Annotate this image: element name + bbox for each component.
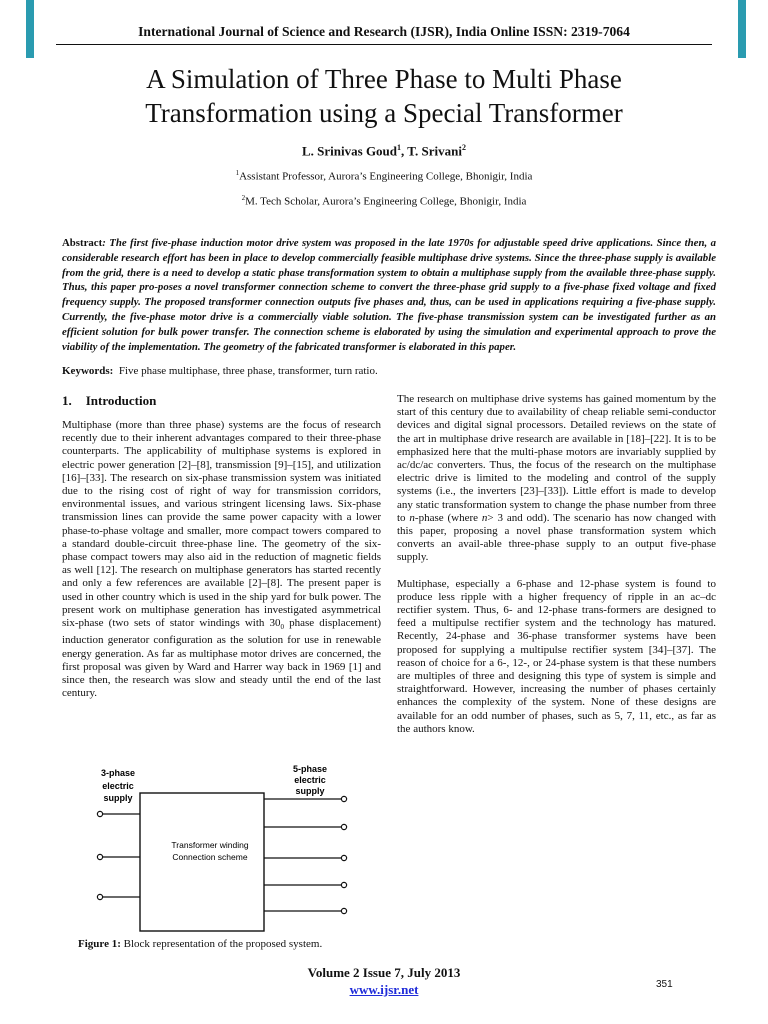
title-line-1: A Simulation of Three Phase to Multi Phase <box>146 64 622 94</box>
var-n-1: n <box>409 511 415 524</box>
intro-paragraph-2 <box>397 393 716 565</box>
website-link[interactable]: www.ijsr.net <box>349 982 419 997</box>
author-2: T. Srivani <box>407 143 462 159</box>
paper-title <box>40 62 728 130</box>
page-number: 351 <box>656 979 673 990</box>
output-terminal <box>341 855 346 860</box>
intro-p2-text-a: The research on multiphase drive systems has gained momentum by the start of this century due to availability of cheap reliable semi-conductor devices and digital signal processors. Detailed reviews on the state of the art in multiphase drive research are available in [18]–[22]. It is to be emphasized here that the multi-phase motors are invariably supplied by ac/dc/ac converters. Thus, the focus of the research on the multiphase electric drive is limited to the modeling and control of the supply systems (i.e., the inverters [23]–[33]). Little effort is made to develop any static transformation system to change the phase number from three to <box>397 393 716 524</box>
figure-caption-label: Figure 1: <box>78 938 121 950</box>
authors <box>0 143 768 159</box>
intro-p2-text-c: > 3 and odd). The scenario has now changed with this paper, proposing a novel phase transformation system which converts an avail-able three-phase supply to an output five-phase supply. <box>397 511 716 564</box>
figure-caption-text: Block representation of the proposed system. <box>120 938 323 950</box>
affiliation-1 <box>0 169 768 183</box>
right-header-bar <box>738 0 746 58</box>
volume-info: Volume 2 Issue 7, July 2013 <box>307 965 461 980</box>
intro-p1-text-b: phase displacement) induction generator configuration as the solution for use in renewable energy generation. As far as multiphase motor drives are concerned, the first proposal was given by Ward and Harrer way back in 1969 [1] and since then, the research was slow and steady until the end of the last century. <box>62 617 382 700</box>
output-terminal <box>341 882 346 887</box>
input-terminal <box>97 894 102 899</box>
section-number: 1. <box>62 393 72 408</box>
author-2-affil-mark: 2 <box>461 143 466 152</box>
section-heading-introduction <box>62 393 156 409</box>
affiliation-2 <box>0 194 768 208</box>
author-1: L. Srinivas Goud <box>302 143 398 159</box>
box-label-line-1: Transformer winding <box>171 840 249 850</box>
output-terminal <box>341 908 346 913</box>
author-separator: , <box>401 143 408 159</box>
abstract <box>62 236 716 354</box>
input-terminals <box>97 811 140 899</box>
box-label-line-2: Connection scheme <box>172 852 248 862</box>
author-1-affil-mark: 1 <box>397 143 402 152</box>
affil-1-text: Assistant Professor, Aurora’s Engineering College, Bhonigir, India <box>239 170 533 183</box>
left-column <box>62 419 381 700</box>
intro-paragraph-3: Multiphase, especially a 6-phase and 12-phase system is found to produce less ripple with a higher frequency of ripple in an ac–dc rectifier system. Thus, 6- and 12-phase trans-formers are designed to feed a multipulse rectifier system and the technology has matured. Recently, 24-phase and 36-phase transformer systems have been proposed for supplying a multipulse rectifier system [34]–[37]. The reason of choice for a 6-, 12-, or 24-phase system is that these numbers are multiples of three and designing this type of system is simple and straightforward. However, increasing the number of phases certainly enhances the complexity of the system. None of these designs are available for an odd number of phases, such as 5, 7, 11, etc., as far as the authors know. <box>397 577 716 735</box>
intro-p1-text-a: Multiphase (more than three phase) systems are the focus of research recently due to their inherent advantages compared to their three-phase counterparts. The applicability of multiphase systems is explored in electric power generation [2]–[8], transmission [9]–[15], and utilization [16]–[33]. The research on six-phase transmission system was initiated due to the rising cost of right of way for transmission corridors, environmental issues, and various stringent licensing laws. Six-phase transmission lines can provide the same power capacity with a lower phase-to-phase voltage and smaller, more compact towers compared to a standard double-circuit three-phase line. The geometry of the six-phase compact towers may also aid in the reduction of magnetic fields as well [12]. The research on multiphase generators has started recently and only a few references are available [2]–[8]. The present paper is used in other country which is used in the ship yard for bulk power. The present work on multiphase generation has investigated asymmetrical six-phase (two sets of stator windings with 30 <box>62 419 381 630</box>
title-line-2: Transformation using a Special Transformer <box>145 98 623 128</box>
output-terminals <box>264 796 347 913</box>
output-label-line-1: 5-phase <box>292 764 328 774</box>
intro-paragraph-1 <box>62 419 381 700</box>
header-rule <box>56 44 712 45</box>
transformer-block <box>140 793 264 931</box>
output-label-line-3: supply <box>295 786 325 796</box>
input-label-line-3: supply <box>103 793 133 803</box>
abstract-label: Abstract <box>62 237 103 249</box>
figure-1-caption <box>78 938 322 950</box>
abstract-text: : The first five-phase induction motor drive system was proposed in the late 1970s for adjustable speed drive applications. Since then, a considerable research effort has been in place to develop commercially feasible multiphase drive systems. Since the three-phase supply is available from the grid, there is a need to develop a static phase transformation system to obtain a multiphase supply from the available three-phase supply. Thus, this paper pro-poses a novel transformer connection scheme to convert the three-phase grid supply to a five-phase fixed voltage and fixed frequency supply. The proposed transformer connection outputs five phases and, thus, can be used in applications requiring a five-phase supply. Currently, the five-phase motor drive is a commercially viable solution. The five-phase transmission system can be investigated further as an efficient solution for bulk power transfer. The connection scheme is elaborated by using the simulation and experimental approach to prove the viability of the implementation. The geometry of the fabricated transformer is elaborated in this paper. <box>62 237 716 353</box>
output-terminal <box>341 824 346 829</box>
keywords-text: Five phase multiphase, three phase, transformer, turn ratio. <box>118 365 378 377</box>
affil-2-text: M. Tech Scholar, Aurora’s Engineering College, Bhonigir, India <box>245 195 527 208</box>
input-label-line-2: electric <box>102 781 134 791</box>
degree-subscript: 0 <box>280 623 285 632</box>
affil-1-mark: 1 <box>235 169 240 177</box>
keywords-label: Keywords: <box>62 365 114 377</box>
journal-header: International Journal of Science and Research (IJSR), India Online ISSN: 2319-7064 <box>138 24 630 39</box>
figure-1-block-diagram <box>74 761 374 933</box>
right-column <box>397 393 716 736</box>
keywords <box>62 365 716 377</box>
input-label-line-1: 3-phase <box>100 768 136 778</box>
output-label-line-2: electric <box>294 775 326 785</box>
intro-p2-text-b: -phase (where <box>414 511 482 524</box>
input-terminal <box>97 854 102 859</box>
left-header-bar <box>26 0 34 58</box>
input-terminal <box>97 811 102 816</box>
output-terminal <box>341 796 346 801</box>
var-n-2: n <box>481 511 488 524</box>
section-title: Introduction <box>85 393 157 408</box>
affil-2-mark: 2 <box>241 194 246 202</box>
